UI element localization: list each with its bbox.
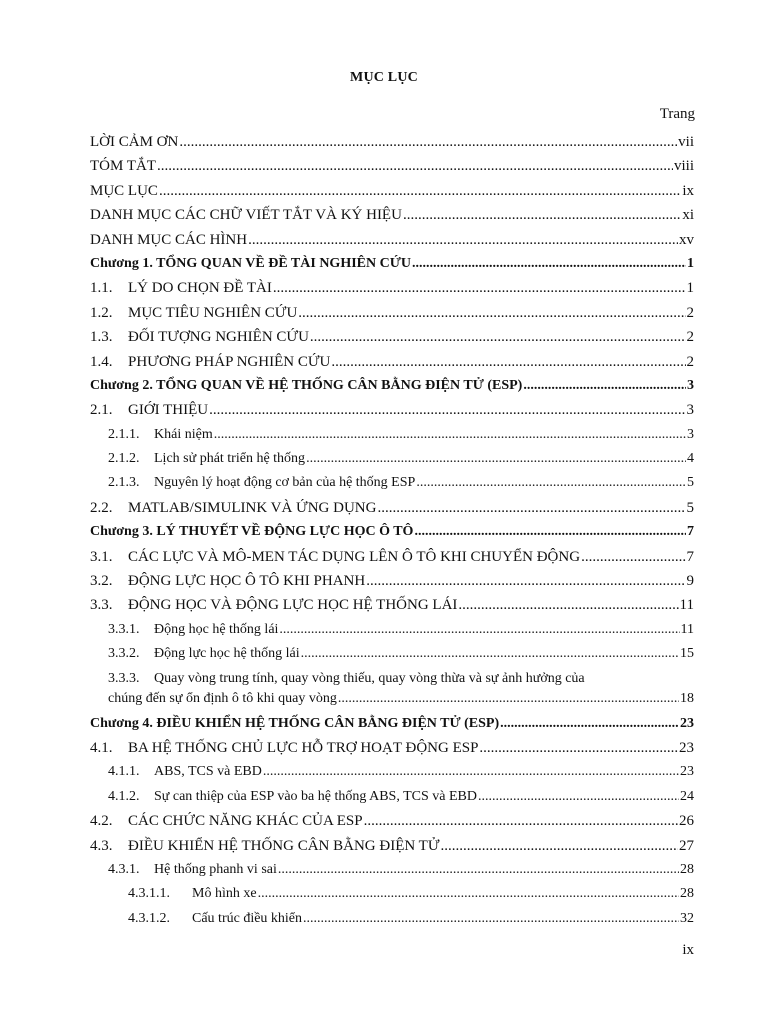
toc-entry bbox=[90, 179, 694, 203]
dot-leader bbox=[479, 736, 678, 760]
toc-entry-number: 4.1. bbox=[90, 739, 113, 756]
toc-entry-page: 27 bbox=[679, 837, 694, 854]
dot-leader bbox=[500, 712, 679, 736]
toc-entry-page: 7 bbox=[686, 548, 694, 565]
dot-leader bbox=[366, 569, 685, 593]
table-of-contents bbox=[90, 130, 694, 931]
dot-leader bbox=[248, 228, 678, 252]
toc-entry-page: vii bbox=[678, 134, 694, 150]
toc-entry-text: MỤC TIÊU NGHIÊN CỨU bbox=[128, 304, 298, 321]
dot-leader bbox=[310, 325, 686, 349]
toc-entry-page: xi bbox=[682, 207, 694, 224]
toc-entry-page: 5 bbox=[686, 499, 694, 516]
toc-entry bbox=[90, 496, 694, 520]
toc-entry bbox=[90, 736, 694, 760]
dot-leader bbox=[478, 785, 679, 809]
toc-entry bbox=[90, 834, 694, 858]
dot-leader bbox=[338, 689, 679, 709]
dot-leader bbox=[263, 760, 679, 784]
dot-leader bbox=[416, 471, 686, 495]
toc-entry-page: 3 bbox=[687, 377, 694, 393]
toc-entry bbox=[90, 593, 694, 617]
toc-entry-text: MỤC LỤC bbox=[90, 182, 158, 199]
toc-entry bbox=[90, 398, 694, 422]
toc-entry-text: ĐIỀU KHIỂN HỆ THỐNG CÂN BẰNG ĐIỆN TỬ bbox=[128, 837, 440, 854]
toc-entry-text: Chương 2. TỔNG QUAN VỀ HỆ THỐNG CÂN BẰNG ĐIỆN TỬ (ESP) bbox=[90, 377, 523, 393]
toc-entry-page: 15 bbox=[680, 646, 694, 662]
page-title: MỤC LỤC bbox=[350, 70, 418, 85]
toc-entry bbox=[90, 471, 694, 495]
dot-leader bbox=[209, 398, 685, 422]
dot-leader bbox=[301, 642, 679, 666]
page-column-label: Trang bbox=[659, 106, 695, 122]
toc-entry-text: Sự can thiệp của ESP vào ba hệ thống ABS, TCS và EBD bbox=[154, 788, 477, 804]
toc-entry-page: 4 bbox=[687, 451, 694, 467]
toc-entry-page: 11 bbox=[679, 597, 694, 614]
toc-entry bbox=[90, 569, 694, 593]
toc-entry-text-continued: chúng đến sự ổn định ô tô khi quay vòng bbox=[108, 690, 337, 706]
toc-entry-page: ix bbox=[682, 182, 694, 199]
toc-entry-page: 23 bbox=[680, 764, 694, 780]
toc-entry-text: MATLAB/SIMULINK VÀ ỨNG DỤNG bbox=[128, 499, 377, 516]
toc-entry-text: ĐỐI TƯỢNG NGHIÊN CỨU bbox=[128, 329, 309, 346]
toc-entry-text: Động lực học hệ thống lái bbox=[154, 646, 300, 662]
toc-entry-page: 23 bbox=[679, 739, 694, 756]
toc-entry-text: PHƯƠNG PHÁP NGHIÊN CỨU bbox=[128, 353, 331, 370]
toc-entry-number: 4.3.1. bbox=[108, 861, 140, 877]
toc-entry-number: 2.1.2. bbox=[108, 451, 140, 467]
dot-leader bbox=[273, 276, 686, 300]
toc-entry-number: 4.3.1.2. bbox=[128, 910, 170, 926]
toc-entry-number: 1.1. bbox=[90, 280, 113, 297]
toc-entry bbox=[90, 545, 694, 569]
toc-entry-text: Chương 4. ĐIỀU KHIỂN HỆ THỐNG CÂN BẰNG ĐIỆN TỬ (ESP) bbox=[90, 715, 500, 731]
toc-entry bbox=[90, 858, 694, 882]
dot-leader bbox=[214, 423, 686, 447]
toc-entry-text: LÝ DO CHỌN ĐỀ TÀI bbox=[128, 280, 272, 297]
dot-leader bbox=[581, 545, 685, 569]
toc-entry bbox=[90, 642, 694, 666]
toc-entry-page: 9 bbox=[686, 573, 694, 590]
toc-entry-page: 5 bbox=[687, 475, 694, 491]
toc-entry-page: 18 bbox=[680, 690, 694, 706]
toc-entry-number: 3.3.3. bbox=[108, 670, 140, 686]
toc-entry-page: 32 bbox=[680, 910, 694, 926]
toc-entry bbox=[90, 154, 694, 178]
toc-entry-number: 4.3.1.1. bbox=[128, 886, 170, 902]
toc-chapter-entry bbox=[90, 252, 694, 276]
toc-entry-text: DANH MỤC CÁC CHỮ VIẾT TẮT VÀ KÝ HIỆU bbox=[90, 207, 402, 224]
toc-entry-number: 2.1. bbox=[90, 402, 113, 419]
toc-entry-page: 11 bbox=[680, 621, 694, 637]
toc-entry bbox=[90, 785, 694, 809]
toc-entry-text: ABS, TCS và EBD bbox=[154, 764, 262, 780]
toc-entry-page: 3 bbox=[687, 426, 694, 442]
toc-entry-page: 3 bbox=[686, 402, 694, 419]
dot-leader bbox=[331, 350, 685, 374]
toc-entry-text: Chương 1. TỔNG QUAN VỀ ĐỀ TÀI NGHIÊN CỨU bbox=[90, 255, 411, 271]
toc-entry bbox=[90, 618, 694, 642]
toc-chapter-entry bbox=[90, 374, 694, 398]
dot-leader bbox=[278, 858, 679, 882]
toc-entry-number: 3.2. bbox=[90, 573, 113, 590]
toc-entry-page: 7 bbox=[687, 524, 694, 540]
toc-entry-text: CÁC LỰC VÀ MÔ-MEN TÁC DỤNG LÊN Ô TÔ KHI CHUYỂN ĐỘNG bbox=[128, 548, 581, 565]
toc-entry-page: 26 bbox=[679, 813, 694, 830]
toc-entry-text: TÓM TẮT bbox=[90, 158, 156, 175]
dot-leader bbox=[303, 907, 679, 931]
toc-entry bbox=[90, 423, 694, 447]
dot-leader bbox=[279, 618, 679, 642]
toc-entry-number: 4.1.2. bbox=[108, 788, 140, 804]
toc-entry-number: 1.2. bbox=[90, 304, 113, 321]
toc-entry-number: 3.3. bbox=[90, 597, 113, 614]
toc-entry-number: 3.3.1. bbox=[108, 621, 140, 637]
dot-leader bbox=[298, 301, 685, 325]
dot-leader bbox=[377, 496, 685, 520]
toc-entry-number: 3.3.2. bbox=[108, 646, 140, 662]
toc-entry bbox=[90, 130, 694, 154]
dot-leader bbox=[412, 252, 686, 276]
toc-entry-page: 1 bbox=[686, 280, 694, 297]
toc-entry bbox=[90, 228, 694, 252]
dot-leader bbox=[440, 834, 678, 858]
toc-entry-text: Cấu trúc điều khiển bbox=[192, 910, 303, 926]
toc-entry-page: 1 bbox=[687, 255, 694, 271]
toc-entry-page: xv bbox=[679, 231, 694, 248]
toc-entry-text: Quay vòng trung tính, quay vòng thiếu, quay vòng thừa và sự ảnh hưởng của bbox=[154, 670, 585, 686]
toc-entry-text: ĐỘNG HỌC VÀ ĐỘNG LỰC HỌC HỆ THỐNG LÁI bbox=[128, 597, 458, 614]
toc-entry-text: BA HỆ THỐNG CHỦ LỰC HỖ TRỢ HOẠT ĐỘNG ESP bbox=[128, 739, 479, 756]
dot-leader bbox=[306, 447, 686, 471]
toc-entry-page: 23 bbox=[680, 715, 694, 731]
toc-entry bbox=[90, 447, 694, 471]
toc-entry-page: 24 bbox=[680, 788, 694, 804]
page-number: ix bbox=[682, 942, 694, 958]
toc-entry-text: Động học hệ thống lái bbox=[154, 621, 279, 637]
toc-entry bbox=[90, 760, 694, 784]
toc-entry-page: 2 bbox=[686, 353, 694, 370]
toc-entry-number: 4.3. bbox=[90, 837, 113, 854]
toc-chapter-entry bbox=[90, 520, 694, 544]
dot-leader bbox=[258, 882, 679, 906]
toc-entry bbox=[90, 350, 694, 374]
toc-entry-page: viii bbox=[673, 158, 694, 175]
toc-entry bbox=[90, 325, 694, 349]
toc-entry-number: 2.1.3. bbox=[108, 475, 140, 491]
toc-entry-page: 2 bbox=[686, 304, 694, 321]
dot-leader bbox=[523, 374, 686, 398]
toc-entry bbox=[90, 907, 694, 931]
dot-leader bbox=[179, 130, 677, 154]
toc-chapter-entry bbox=[90, 712, 694, 736]
toc-entry-number: 4.1.1. bbox=[108, 764, 140, 780]
dot-leader bbox=[159, 179, 681, 203]
dot-leader bbox=[364, 809, 678, 833]
toc-entry-text: Lịch sử phát triển hệ thống bbox=[154, 451, 306, 467]
dot-leader bbox=[458, 593, 678, 617]
toc-entry-number: 2.2. bbox=[90, 499, 113, 516]
dot-leader bbox=[157, 154, 673, 178]
toc-entry-text: Hệ thống phanh vi sai bbox=[154, 861, 277, 877]
toc-entry-number: 4.2. bbox=[90, 813, 113, 830]
toc-entry-text: Chương 3. LÝ THUYẾT VỀ ĐỘNG LỰC HỌC Ô TÔ bbox=[90, 524, 414, 540]
toc-entry-number: 3.1. bbox=[90, 548, 113, 565]
toc-entry-text: LỜI CẢM ƠN bbox=[90, 134, 179, 150]
dot-leader bbox=[403, 203, 681, 227]
toc-entry-page: 2 bbox=[686, 329, 694, 346]
toc-entry-text: ĐỘNG LỰC HỌC Ô TÔ KHI PHANH bbox=[128, 573, 366, 590]
toc-entry bbox=[90, 669, 694, 709]
toc-entry-text: CÁC CHỨC NĂNG KHÁC CỦA ESP bbox=[128, 813, 363, 830]
toc-entry-page: 28 bbox=[680, 886, 694, 902]
dot-leader bbox=[414, 520, 686, 544]
toc-entry bbox=[90, 882, 694, 906]
toc-entry-text: DANH MỤC CÁC HÌNH bbox=[90, 231, 248, 248]
toc-entry-page: 28 bbox=[680, 861, 694, 877]
toc-entry-text: Mô hình xe bbox=[192, 886, 257, 902]
toc-entry bbox=[90, 809, 694, 833]
toc-entry-text: GIỚI THIỆU bbox=[128, 402, 209, 419]
toc-entry-number: 1.3. bbox=[90, 329, 113, 346]
toc-entry-number: 1.4. bbox=[90, 353, 113, 370]
toc-entry bbox=[90, 203, 694, 227]
toc-entry-text: Khái niệm bbox=[154, 426, 213, 442]
toc-entry-number: 2.1.1. bbox=[108, 426, 140, 442]
toc-entry bbox=[90, 301, 694, 325]
toc-entry-text: Nguyên lý hoạt động cơ bản của hệ thống ESP bbox=[154, 475, 416, 491]
toc-entry bbox=[90, 276, 694, 300]
